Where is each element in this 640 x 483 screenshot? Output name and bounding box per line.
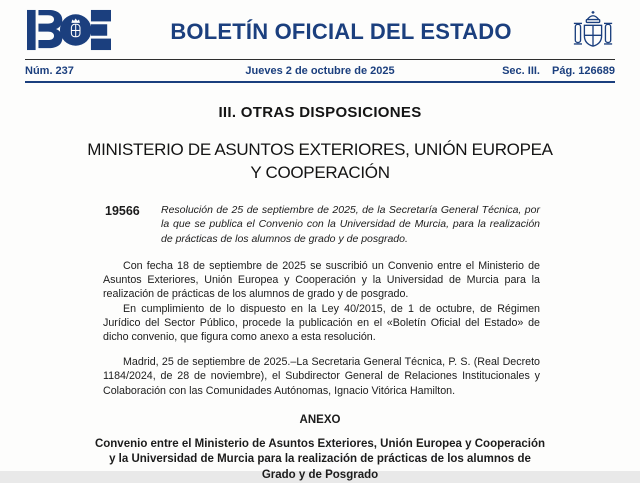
masthead [0, 0, 640, 56]
annex-title-line3: Grado y de Posgrado [261, 468, 379, 481]
resolution-summary: Resolución de 25 de septiembre de 2025, de la Secretaría General Técnica, por la que se publica el Convenio con la Universidad de Murcia, para la realización de prácticas de los alumnos de grado y de posgrado. [161, 204, 540, 245]
boe-logo-svg [25, 9, 113, 51]
boe-logo-icon [25, 9, 115, 56]
annex-label: ANEXO [299, 413, 341, 426]
page-ref: Pág. 126689 [552, 64, 615, 77]
signature-paragraph: Madrid, 25 de septiembre de 2025.–La Secretaria General Técnica, P. S. (Real Decreto 1184/2024, de 28 de noviembre), el Subdirector General de Relaciones Institucionales y Colaboración con las Comunidades Autónomas, Ignacio Vitórica Hamilton. [103, 356, 540, 397]
resolution-item [105, 203, 540, 246]
section-heading: III. OTRAS DISPOSICIONES [218, 104, 422, 121]
annex-title-line1: Convenio entre el Ministerio de Asuntos Exteriores, Unión Europea y Cooperación [94, 437, 546, 450]
document-body [0, 104, 640, 483]
spain-coat-of-arms-icon [567, 9, 615, 55]
resolution-number: 19566 [105, 204, 140, 218]
issue-section-page [445, 65, 615, 77]
masthead-title: BOLETÍN OFICIAL DEL ESTADO [170, 19, 512, 44]
spain-coat-of-arms-svg [571, 9, 615, 55]
issue-meta-row [25, 60, 615, 81]
issue-number: Núm. 237 [25, 64, 74, 77]
department-heading-line1: MINISTERIO DE ASUNTOS EXTERIORES, UNIÓN EUROPEA [87, 140, 553, 159]
body-paragraph-1: Con fecha 18 de septiembre de 2025 se suscribió un Convenio entre el Ministerio de Asuntos Exteriores, Unión Europea y Cooperación y la Universidad de Murcia para la realización de prácticas de los alumnos de grado y de posgrado. [103, 259, 540, 301]
annex-title-line2: y la Universidad de Murcia para la realización de prácticas de los alumnos de [109, 453, 531, 466]
issue-date: Jueves 2 de octubre de 2025 [245, 64, 395, 77]
annex-title [0, 437, 640, 483]
meta-divider [25, 81, 615, 83]
department-heading [0, 138, 640, 184]
body-paragraph-2: En cumplimiento de lo dispuesto en la Ley 40/2015, de 1 de octubre, de Régimen Jurídico del Sector Público, procede la publicación en el «Boletín Oficial del Estado» de dicho convenio, que figura como anexo a esta resolución. [103, 302, 540, 343]
section-ref: Sec. III. [502, 64, 540, 77]
department-heading-line2: Y COOPERACIÓN [250, 163, 390, 182]
